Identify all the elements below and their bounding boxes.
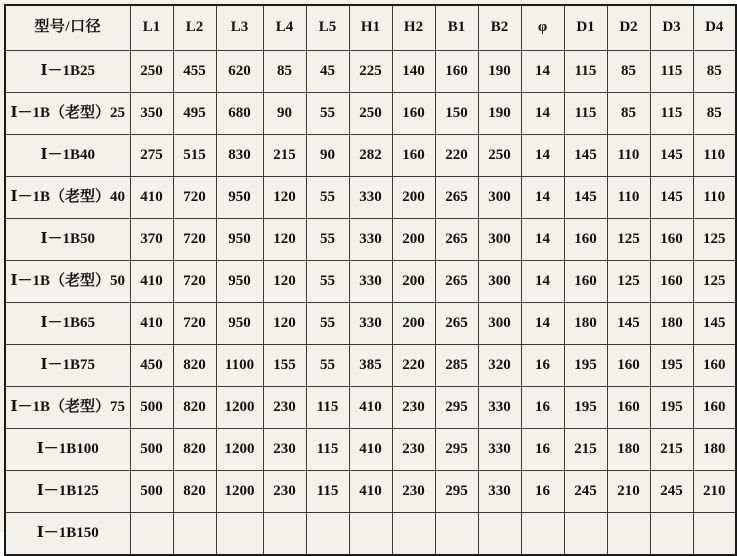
cell-h2: 200 <box>392 177 435 219</box>
cell-h1: 410 <box>349 471 392 513</box>
cell-l1: 410 <box>130 177 173 219</box>
cell-d4: 85 <box>693 51 736 93</box>
cell-d4: 180 <box>693 429 736 471</box>
cell-l4: 230 <box>263 429 306 471</box>
column-header-b1: B1 <box>435 5 478 51</box>
column-header-d2: D2 <box>607 5 650 51</box>
cell-d2: 110 <box>607 177 650 219</box>
cell-phi: 14 <box>521 135 564 177</box>
cell-l4: 120 <box>263 261 306 303</box>
cell-l3: 620 <box>216 51 263 93</box>
cell-l1: 275 <box>130 135 173 177</box>
cell-d4: 110 <box>693 177 736 219</box>
cell-l2: 720 <box>173 219 216 261</box>
table-row <box>5 471 736 513</box>
table-row <box>5 135 736 177</box>
cell-b2: 330 <box>478 471 521 513</box>
column-header-phi: φ <box>521 5 564 51</box>
cell-l2: 820 <box>173 345 216 387</box>
cell-d2: 85 <box>607 51 650 93</box>
cell-h1: 330 <box>349 303 392 345</box>
column-header-d1: D1 <box>564 5 607 51</box>
cell-h1: 385 <box>349 345 392 387</box>
cell-model: Ⅰ－1B25 <box>5 51 130 93</box>
cell-phi: 16 <box>521 471 564 513</box>
cell-d2: 125 <box>607 261 650 303</box>
cell-b1: 265 <box>435 261 478 303</box>
cell-l2: 495 <box>173 93 216 135</box>
cell-h2: 220 <box>392 345 435 387</box>
column-header-l4: L4 <box>263 5 306 51</box>
cell-b2: 300 <box>478 303 521 345</box>
cell-b1: 295 <box>435 471 478 513</box>
cell-l2: 515 <box>173 135 216 177</box>
cell-d4 <box>693 513 736 556</box>
cell-l3: 1200 <box>216 429 263 471</box>
cell-l4 <box>263 513 306 556</box>
table-header <box>5 5 736 51</box>
cell-l5: 55 <box>306 303 349 345</box>
cell-d4: 210 <box>693 471 736 513</box>
cell-l3: 1200 <box>216 471 263 513</box>
cell-d4: 160 <box>693 387 736 429</box>
column-header-l3: L3 <box>216 5 263 51</box>
cell-model: Ⅰ－1B100 <box>5 429 130 471</box>
cell-l5: 90 <box>306 135 349 177</box>
cell-h2 <box>392 513 435 556</box>
cell-b1: 150 <box>435 93 478 135</box>
column-header-l5: L5 <box>306 5 349 51</box>
cell-model: Ⅰ－1B125 <box>5 471 130 513</box>
cell-d4: 125 <box>693 219 736 261</box>
table-row <box>5 93 736 135</box>
cell-phi: 16 <box>521 387 564 429</box>
cell-d4: 160 <box>693 345 736 387</box>
cell-phi: 16 <box>521 345 564 387</box>
cell-d1: 245 <box>564 471 607 513</box>
cell-d3 <box>650 513 693 556</box>
cell-l3: 950 <box>216 177 263 219</box>
cell-l4: 155 <box>263 345 306 387</box>
cell-h1 <box>349 513 392 556</box>
cell-b2: 300 <box>478 177 521 219</box>
cell-h2: 230 <box>392 387 435 429</box>
cell-h2: 160 <box>392 93 435 135</box>
table-body <box>5 51 736 556</box>
column-header-l2: L2 <box>173 5 216 51</box>
cell-phi: 14 <box>521 177 564 219</box>
table-row <box>5 345 736 387</box>
cell-l1: 410 <box>130 261 173 303</box>
cell-d4: 85 <box>693 93 736 135</box>
cell-b2: 320 <box>478 345 521 387</box>
cell-l2: 820 <box>173 471 216 513</box>
cell-l1: 370 <box>130 219 173 261</box>
cell-l3: 950 <box>216 219 263 261</box>
cell-model: Ⅰ－1B（老型）40 <box>5 177 130 219</box>
cell-l2: 455 <box>173 51 216 93</box>
cell-h1: 330 <box>349 261 392 303</box>
cell-l1: 450 <box>130 345 173 387</box>
cell-d3: 145 <box>650 177 693 219</box>
cell-d1: 195 <box>564 387 607 429</box>
cell-d2: 160 <box>607 345 650 387</box>
cell-l4: 120 <box>263 177 306 219</box>
table-row <box>5 177 736 219</box>
cell-d1: 145 <box>564 135 607 177</box>
cell-l2: 720 <box>173 261 216 303</box>
column-header-b2: B2 <box>478 5 521 51</box>
cell-model: Ⅰ－1B65 <box>5 303 130 345</box>
cell-b2 <box>478 513 521 556</box>
cell-l4: 120 <box>263 219 306 261</box>
cell-b2: 250 <box>478 135 521 177</box>
cell-model: Ⅰ－1B150 <box>5 513 130 556</box>
cell-l5: 45 <box>306 51 349 93</box>
cell-d3: 195 <box>650 345 693 387</box>
cell-l3: 1200 <box>216 387 263 429</box>
cell-phi: 16 <box>521 429 564 471</box>
cell-l1: 500 <box>130 387 173 429</box>
cell-model: Ⅰ－1B40 <box>5 135 130 177</box>
table-row <box>5 387 736 429</box>
cell-l5: 55 <box>306 219 349 261</box>
cell-l2: 820 <box>173 429 216 471</box>
column-header-h2: H2 <box>392 5 435 51</box>
cell-l5: 55 <box>306 261 349 303</box>
cell-l2: 720 <box>173 303 216 345</box>
cell-phi: 14 <box>521 93 564 135</box>
cell-h1: 250 <box>349 93 392 135</box>
cell-b1: 285 <box>435 345 478 387</box>
cell-h1: 330 <box>349 177 392 219</box>
cell-l1: 350 <box>130 93 173 135</box>
cell-model: Ⅰ－1B（老型）25 <box>5 93 130 135</box>
cell-d1: 160 <box>564 219 607 261</box>
cell-phi: 14 <box>521 219 564 261</box>
cell-d3: 215 <box>650 429 693 471</box>
cell-d1 <box>564 513 607 556</box>
cell-h1: 282 <box>349 135 392 177</box>
cell-l4: 90 <box>263 93 306 135</box>
cell-l4: 230 <box>263 387 306 429</box>
specification-table <box>4 4 737 556</box>
cell-d1: 115 <box>564 51 607 93</box>
cell-l1 <box>130 513 173 556</box>
cell-b2: 330 <box>478 387 521 429</box>
cell-d1: 180 <box>564 303 607 345</box>
cell-model: Ⅰ－1B（老型）50 <box>5 261 130 303</box>
cell-b1 <box>435 513 478 556</box>
cell-h2: 140 <box>392 51 435 93</box>
cell-d3: 180 <box>650 303 693 345</box>
cell-d4: 145 <box>693 303 736 345</box>
column-header-d4: D4 <box>693 5 736 51</box>
column-header-d3: D3 <box>650 5 693 51</box>
cell-l5: 115 <box>306 387 349 429</box>
cell-h2: 160 <box>392 135 435 177</box>
cell-b1: 295 <box>435 429 478 471</box>
cell-l5: 55 <box>306 345 349 387</box>
cell-d2: 180 <box>607 429 650 471</box>
cell-b1: 160 <box>435 51 478 93</box>
cell-b2: 190 <box>478 93 521 135</box>
cell-b2: 330 <box>478 429 521 471</box>
cell-d3: 145 <box>650 135 693 177</box>
cell-b2: 190 <box>478 51 521 93</box>
cell-b1: 265 <box>435 219 478 261</box>
cell-l5 <box>306 513 349 556</box>
cell-l4: 230 <box>263 471 306 513</box>
cell-d3: 115 <box>650 51 693 93</box>
cell-h2: 200 <box>392 219 435 261</box>
cell-h2: 230 <box>392 471 435 513</box>
cell-l4: 215 <box>263 135 306 177</box>
cell-h1: 410 <box>349 429 392 471</box>
cell-l5: 55 <box>306 93 349 135</box>
cell-l2 <box>173 513 216 556</box>
cell-d4: 125 <box>693 261 736 303</box>
cell-b2: 300 <box>478 219 521 261</box>
cell-l3: 950 <box>216 303 263 345</box>
cell-d2: 210 <box>607 471 650 513</box>
cell-d2: 145 <box>607 303 650 345</box>
cell-d1: 215 <box>564 429 607 471</box>
cell-b1: 265 <box>435 177 478 219</box>
cell-l3 <box>216 513 263 556</box>
cell-l3: 830 <box>216 135 263 177</box>
cell-d3: 245 <box>650 471 693 513</box>
cell-phi: 14 <box>521 303 564 345</box>
cell-d3: 115 <box>650 93 693 135</box>
column-header-model: 型号/口径 <box>5 5 130 51</box>
cell-h2: 200 <box>392 303 435 345</box>
cell-phi: 14 <box>521 51 564 93</box>
cell-d2: 85 <box>607 93 650 135</box>
cell-model: Ⅰ－1B50 <box>5 219 130 261</box>
cell-b1: 295 <box>435 387 478 429</box>
cell-h1: 410 <box>349 387 392 429</box>
column-header-h1: H1 <box>349 5 392 51</box>
table-row <box>5 261 736 303</box>
cell-d4: 110 <box>693 135 736 177</box>
cell-h2: 200 <box>392 261 435 303</box>
table-row <box>5 303 736 345</box>
cell-l5: 115 <box>306 471 349 513</box>
cell-d1: 195 <box>564 345 607 387</box>
cell-l3: 680 <box>216 93 263 135</box>
cell-l2: 720 <box>173 177 216 219</box>
cell-d2: 110 <box>607 135 650 177</box>
cell-phi <box>521 513 564 556</box>
cell-l1: 500 <box>130 471 173 513</box>
cell-h2: 230 <box>392 429 435 471</box>
cell-d2 <box>607 513 650 556</box>
cell-d1: 160 <box>564 261 607 303</box>
cell-d1: 145 <box>564 177 607 219</box>
cell-l2: 820 <box>173 387 216 429</box>
header-row <box>5 5 736 51</box>
cell-h1: 225 <box>349 51 392 93</box>
cell-model: Ⅰ－1B75 <box>5 345 130 387</box>
cell-d1: 115 <box>564 93 607 135</box>
cell-l3: 950 <box>216 261 263 303</box>
cell-b2: 300 <box>478 261 521 303</box>
cell-b1: 220 <box>435 135 478 177</box>
cell-l1: 410 <box>130 303 173 345</box>
cell-d3: 195 <box>650 387 693 429</box>
cell-l4: 85 <box>263 51 306 93</box>
cell-l5: 55 <box>306 177 349 219</box>
cell-b1: 265 <box>435 303 478 345</box>
table-row <box>5 219 736 261</box>
table-row <box>5 51 736 93</box>
cell-l1: 500 <box>130 429 173 471</box>
cell-l3: 1100 <box>216 345 263 387</box>
table-row <box>5 429 736 471</box>
column-header-l1: L1 <box>130 5 173 51</box>
cell-d2: 160 <box>607 387 650 429</box>
cell-h1: 330 <box>349 219 392 261</box>
cell-phi: 14 <box>521 261 564 303</box>
cell-l4: 120 <box>263 303 306 345</box>
cell-d2: 125 <box>607 219 650 261</box>
cell-l1: 250 <box>130 51 173 93</box>
table-row <box>5 513 736 556</box>
cell-d3: 160 <box>650 219 693 261</box>
cell-d3: 160 <box>650 261 693 303</box>
cell-l5: 115 <box>306 429 349 471</box>
cell-model: Ⅰ－1B（老型）75 <box>5 387 130 429</box>
